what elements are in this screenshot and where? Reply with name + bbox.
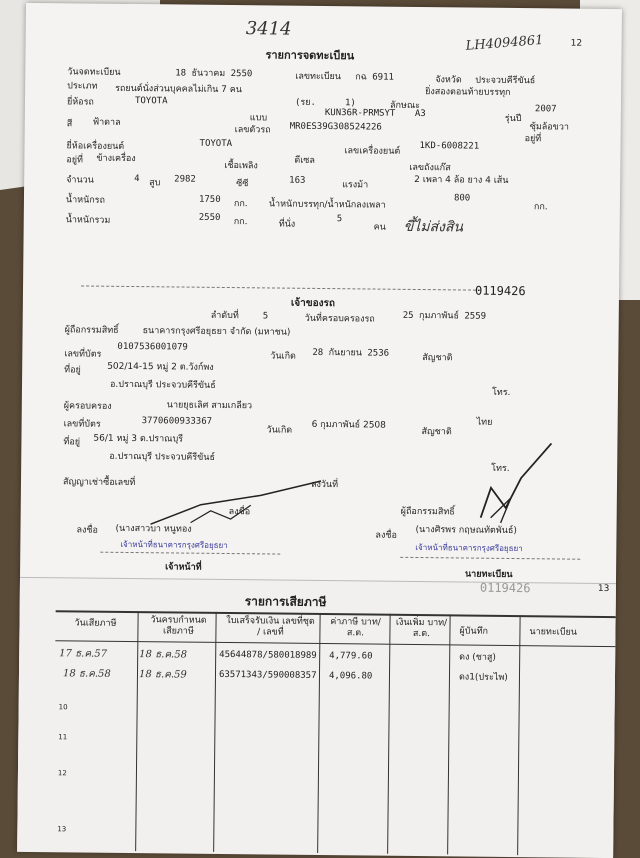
tax-col-5 [447, 614, 451, 854]
owner-id-label: เลขที่บัตร [64, 349, 102, 360]
type-label: ประเภท [67, 81, 98, 92]
type-value: รถยนต์นั่งส่วนบุคคลไม่เกิน 7 คน [115, 83, 242, 96]
holder-birth: 6 กุมภาพันธ์ 2508 [311, 419, 386, 431]
kg-unit-2: กก. [533, 202, 548, 213]
tax-row-1-due: 18 ธ.ค.58 [139, 649, 188, 661]
handwritten-note: ขึ้ไม่ส่งสิน [403, 218, 464, 236]
holder-nation-label: สัญชาติ [421, 427, 452, 438]
province-label: จังหวัด [435, 75, 462, 86]
hp-unit: แรงม้า [342, 180, 369, 191]
row-number-10: 10 [58, 703, 68, 712]
holder-id: 3770600933367 [141, 416, 213, 427]
order-label: ลำดับที่ [210, 310, 239, 322]
engine-no-label: เลขเครื่องยนต์ [344, 146, 401, 157]
engine-no-value: 1KD-6008221 [419, 141, 480, 152]
tax-col-1 [135, 611, 139, 851]
holder-birth-label: วันเกิด [266, 425, 293, 436]
tax-header-due: วันครบกำหนด เสียภาษี [150, 615, 207, 637]
tax-row-1-receipt: 45644878/580018989 [219, 649, 317, 661]
style-value: ยิ่งสองตอนท้ายบรรทุก [425, 87, 511, 98]
sign-right-label: ลงชื่อ [375, 530, 397, 541]
persons-unit: คน [373, 222, 386, 233]
owner-addr-2: อ.ปราณบุรี ประจวบคีรีขันธ์ [109, 379, 216, 391]
chassis-value: MR0ES39G308524226 [289, 121, 382, 133]
tax-row-2-tax: 4,096.80 [328, 671, 373, 682]
holder-addr-2: อ.ปราณบุรี ประจวบคีรีขันธ์ [109, 451, 216, 463]
sign-right-name: (นางศิรพร กฤษณทัตพันธ์) [415, 524, 517, 537]
tax-header-receipt: ใบเสร็จรับเงิน เลขที่ชุด / เลขที่ [226, 616, 315, 638]
holder-label: ผู้ครอบครอง [63, 401, 112, 412]
plate-value: กฉ 6911 [355, 72, 394, 83]
contract-date-label: ลงวันที่ [310, 479, 339, 491]
holder-id-label: เลขที่บัตร [63, 419, 101, 430]
holder-tel-label: โทร. [491, 463, 510, 474]
row-number-13: 13 [57, 825, 67, 834]
load-label: น้ำหนักบรรทุก/น้ำหนักลงเพลา [268, 199, 386, 211]
axles-value: 2 เพลา 4 ล้อ ยาง 4 เส้น [414, 174, 509, 186]
owner-addr-label: ที่อยู่ [64, 365, 81, 376]
sign-left-name: (นางสาวบา หนูทอง [115, 523, 192, 535]
holder-addr-label: ที่อยู่ [63, 437, 81, 448]
engine-pos-label: อยู่ที่ [66, 155, 84, 166]
sign-right-underline [400, 557, 580, 560]
style-label: ลักษณะ [389, 100, 421, 112]
holder-nation: ไทย [476, 417, 493, 428]
fuel-value: ดีเซล [294, 155, 315, 166]
owner-birth: 28 กันยายน 2536 [312, 347, 390, 359]
tax-row-1-recorder: ดง (ชาสู) [459, 652, 497, 663]
cyl-unit: สูบ [149, 178, 161, 189]
seats-label: ที่นั่ง [278, 219, 296, 230]
model-value: KUN36R-PRMSYT [324, 108, 396, 119]
type-code: (รย. [294, 97, 316, 108]
contract-label: สัญญาเช่าซื้อเลขที่ [62, 477, 136, 489]
tax-header-recorder: ผู้บันทึก [459, 626, 489, 637]
order-value: 5 [262, 311, 269, 322]
owner-sign-title: ผู้ถือกรรมสิทธิ์ [400, 506, 455, 518]
tax-row-2-recorder: ดง1(ประไพ) [458, 672, 508, 683]
kg-unit-1: กก. [233, 199, 248, 210]
owner-doc-number: 0119426 [474, 283, 526, 299]
model-label: แบบ [249, 113, 268, 124]
engine-brand-value: TOYOTA [199, 138, 233, 150]
tax-row-1-tax: 4,779.60 [329, 651, 373, 662]
engine-brand-label: ยี่ห้อเครื่องยนต์ [66, 141, 125, 152]
type-code-2: 1) [344, 98, 356, 109]
tax-row-2-paid: 18 ธ.ค.58 [62, 668, 111, 680]
load-value: 800 [453, 193, 471, 204]
owner-id: 0107536001079 [117, 341, 188, 353]
owner-sign-name-label: ลงชื่อ [228, 507, 251, 518]
chassis-pos-value: ซุ้มล้อขวา [529, 122, 570, 133]
owner-label: ผู้ถือกรรมสิทธิ์ [64, 325, 119, 336]
holder-name: นายยุธเลิศ สามเกลียว [166, 400, 253, 412]
section-divider [81, 285, 481, 290]
owner-birth-label: วันเกิด [270, 351, 296, 362]
tax-page-number: 13 [597, 583, 610, 595]
weight-value: 1750 [198, 194, 221, 205]
row-number-11: 11 [58, 733, 68, 742]
tax-table-header-bottom [55, 640, 615, 647]
registration-document [17, 3, 622, 857]
signature-right [461, 437, 582, 528]
tax-header-tax: ค่าภาษี บาท/ส.ต. [330, 617, 381, 639]
row-number-12: 12 [57, 769, 67, 778]
handwritten-top: 3414 [245, 18, 292, 40]
tax-header-paid: วันเสียภาษี [74, 618, 117, 629]
tax-col-4 [387, 614, 391, 854]
holder-addr-1: 56/1 หมู่ 3 ต.ปราณบุรี [93, 433, 184, 445]
owner-tel-label: โทร. [491, 387, 511, 398]
tax-row-2-receipt: 63571343/590008357 [218, 669, 317, 681]
hp-value: 163 [289, 175, 306, 186]
brand-label: ยี่ห้อรถ [66, 97, 94, 108]
tax-title: รายการเสียภาษี [244, 594, 327, 610]
year-value: 2007 [534, 104, 557, 115]
reg-date: 18 ธันวาคม 2550 [175, 68, 253, 80]
officer-label: เจ้าหน้าที่ [165, 562, 202, 573]
page-title: รายการจดทะเบียน [265, 48, 355, 63]
tax-header-extra: เงินเพิ่ม บาท/ส.ต. [395, 617, 448, 640]
seats-value: 5 [336, 214, 343, 225]
chassis-label: เลขตัวรถ [234, 125, 271, 136]
handwritten-right: LH4094861 [465, 32, 544, 54]
page-number: 12 [570, 38, 583, 49]
sign-left-stamp: เจ้าหน้าที่ธนาคารกรุงศรีอยุธยา [120, 539, 228, 551]
registrar-label: นายทะเบียน [465, 569, 513, 581]
tax-header-registrar: นายทะเบียน [529, 627, 577, 638]
sign-right-stamp: เจ้าหน้าที่ธนาคารกรุงศรีอยุธยา [415, 542, 523, 554]
brand-value: TOYOTA [134, 96, 168, 107]
cc-value: 2982 [174, 174, 196, 185]
sign-left-label: ลงชื่อ [76, 525, 98, 536]
engine-pos-value: ข้างเครื่อง [96, 153, 136, 165]
gas-label: เลขถังแก๊ส [409, 162, 451, 174]
tax-row-2-due: 18 ธ.ค.59 [138, 669, 187, 681]
color-value: ฟ้าดาล [92, 117, 121, 128]
tax-col-3 [317, 613, 321, 853]
plate-label: เลขทะเบียน [295, 71, 342, 83]
fuel-label: เชื้อเพลิง [224, 160, 258, 172]
model-suffix: A3 [414, 108, 426, 120]
possess-label: วันที่ครอบครองรถ [304, 313, 375, 325]
tax-doc-number: 0119426 [479, 580, 531, 596]
color-label: สี [66, 119, 73, 130]
sign-left-underline [100, 552, 280, 555]
year-label: รุ่นปี [504, 113, 522, 125]
total-value: 2550 [198, 212, 221, 223]
tax-col-2 [213, 612, 217, 852]
owner-heading: เจ้าของรถ [290, 297, 335, 310]
count-label: จำนวน [66, 175, 94, 186]
owner-name: ธนาคารกรุงศรีอยุธยา จำกัด (มหาชน) [142, 326, 291, 338]
tax-page [17, 577, 616, 858]
reg-date-label: วันจดทะเบียน [67, 67, 121, 78]
possess-date: 25 กุมภาพันธ์ 2559 [402, 310, 487, 322]
province-value: ประจวบคีรีขันธ์ [475, 75, 536, 87]
tax-col-6 [517, 615, 521, 855]
chassis-pos-label: อยู่ที่ [524, 134, 542, 145]
cyl-value: 4 [134, 174, 140, 185]
owner-addr-1: 502/14-15 หมู่ 2 ต.วังก์พง [107, 361, 214, 373]
cc-unit: ซีซี [236, 179, 249, 190]
weight-label: น้ำหนักรถ [65, 195, 106, 206]
total-label: น้ำหนักรวม [65, 215, 111, 226]
tax-row-1-paid: 17 ธ.ค.57 [59, 648, 108, 660]
owner-nation-label: สัญชาติ [422, 353, 453, 364]
kg-unit-3: กก. [233, 217, 248, 228]
